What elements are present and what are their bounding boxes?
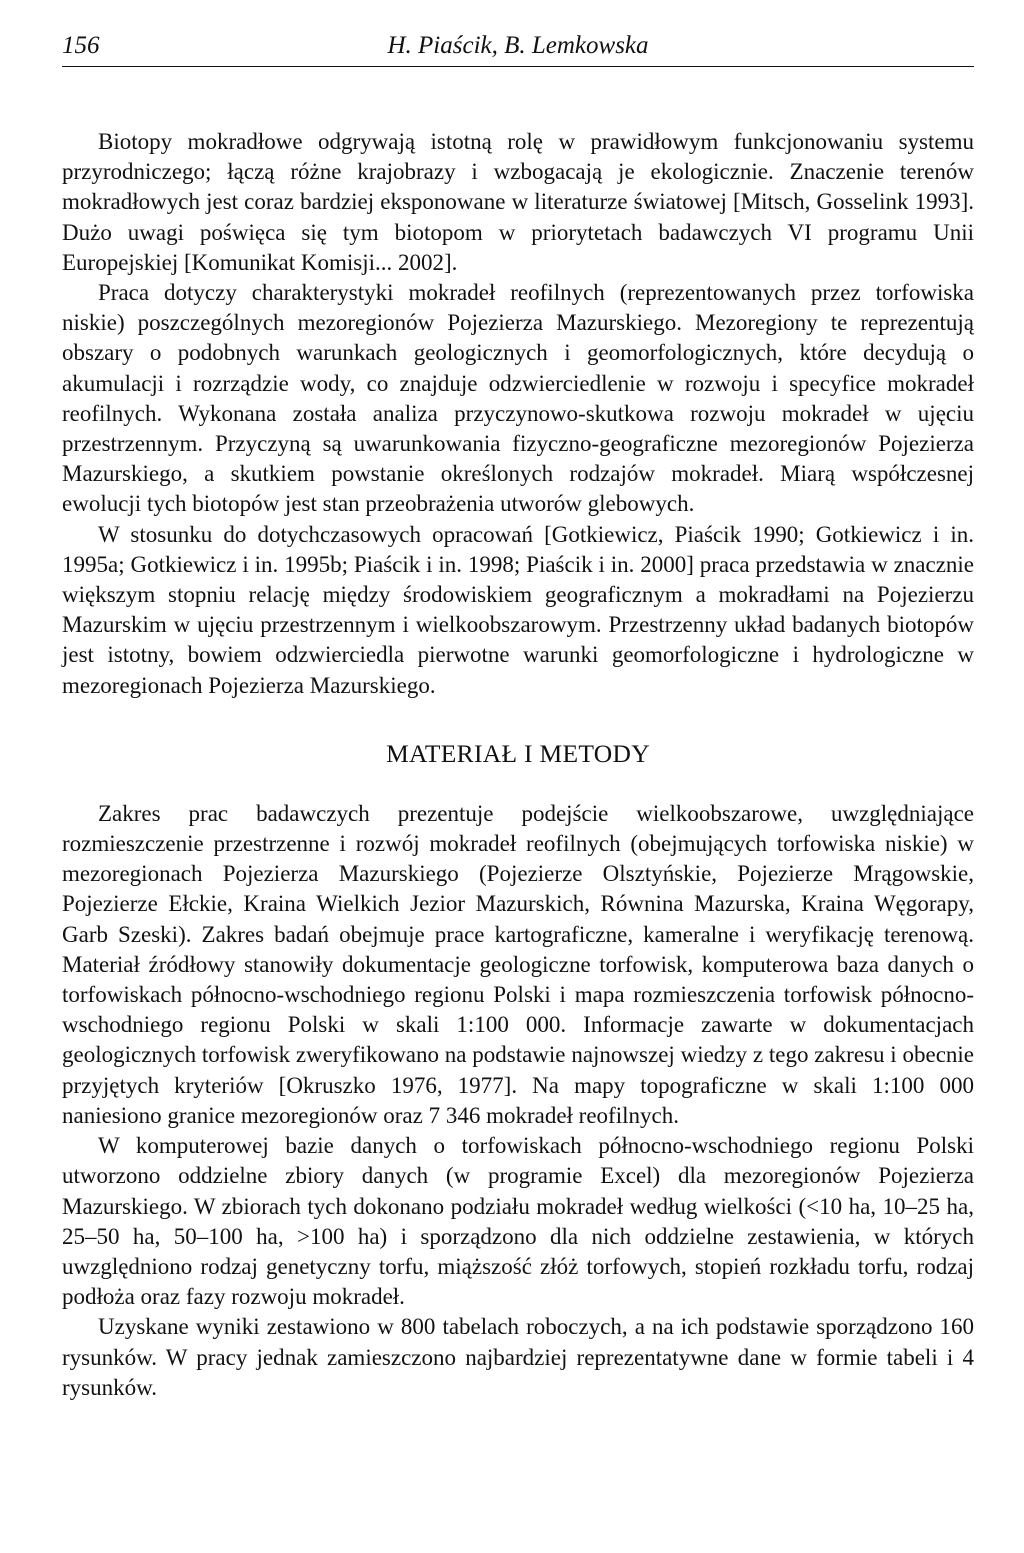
methods-paragraph-3: Uzyskane wyniki zestawiono w 800 tabelach roboczych, a na ich podstawie sporządzono 160 rysunków. W pracy jednak zamieszczono najbardziej reprezentatywne dane w formie tabeli i 4 rysunków. — [62, 1314, 974, 1400]
page — [62, 22, 974, 1403]
intro-paragraph-1: Biotopy mokradłowe odgrywają istotną rolę w prawidłowym funkcjonowaniu systemu przyrodniczego; łączą różne krajobrazy i wzbogacają je ekologicznie. Znaczenie terenów mokradłowych jest coraz bardziej eksponowane w literaturze światowej [Mitsch, Gosselink 1993]. Dużo uwagi poświęca się tym biotopom w priorytetach badawczych VI programu Unii Europejskiej [Komunikat Komisji... 2002]. — [62, 129, 974, 275]
running-header — [62, 22, 974, 67]
section-heading: MATERIAŁ I METODY — [386, 738, 650, 768]
body-text — [62, 127, 974, 1403]
page-number: 156 — [62, 32, 100, 59]
methods-paragraph-1: Zakres prac badawczych prezentuje podejście wielkoobszarowe, uwzględniające rozmieszczenie przestrzenne i rozwój mokradeł reofilnych (obejmujących torfowiska niskie) w mezoregionach Pojezierza Mazurskiego (Pojezierze Olsztyńskie, Pojezierze Mrągowskie, Pojezierze Ełckie, Kraina Wielkich Jezior Mazurskich, Równina Mazurska, Kraina Węgorapy, Garb Szeski). Zakres badań obejmuje prace kartograficzne, kameralne i weryfikację terenową. Materiał źródłowy stanowiły dokumentacje geologiczne torfowisk, komputerowa baza danych o torfowiskach północno-wschodniego regionu Polski i mapa rozmieszczenia torfowisk północno-wschodniego regionu Polski w skali 1:100 000. Informacje zawarte w dokumentacjach geologicznych torfowisk zweryfikowano na podstawie najnowszej wiedzy z tego zakresu i obecnie przyjętych kryteriów [Okruszko 1976, 1977]. Na mapy topograficzne w skali 1:100 000 naniesiono granice mezoregionów oraz 7 346 mokradeł reofilnych. — [62, 800, 974, 1128]
intro-paragraph-2: Praca dotyczy charakterystyki mokradeł reofilnych (reprezentowanych przez torfowiska niskie) poszczególnych mezoregionów Pojezierza Mazurskiego. Mezoregiony te reprezentują obszary o podobnych warunkach geologicznych i geomorfologicznych, które decydują o akumulacji i rozrządzie wody, co znajduje odzwierciedlenie w rozwoju i specyfice mokradeł reofilnych. Wykonana została analiza przyczynowo-skutkowa rozwoju mokradeł w ujęciu przestrzennym. Przyczyną są uwarunkowania fizyczno-geograficzne mezoregionów Pojezierza Mazurskiego, a skutkiem powstanie określonych rodzajów mokradeł. Miarą współczesnej ewolucji tych biotopów jest stan przeobrażenia utworów glebowych. — [62, 280, 974, 517]
intro-paragraph-3: W stosunku do dotychczasowych opracowań [Gotkiewicz, Piaścik 1990; Gotkiewicz i in. 1995a; Gotkiewicz i in. 1995b; Piaścik i in. 1998; Piaścik i in. 2000] praca przedstawia w znacznie większym stopniu relację między środowiskiem geograficznym a mokradłami na Pojezierzu Mazurskim w ujęciu przestrzennym i wielkoobszarowym. Przestrzenny układ badanych biotopów jest istotny, bowiem odzwierciedla pierwotne warunki geomorfologiczne i hydrologiczne w mezoregionach Pojezierza Mazurskiego. — [62, 521, 974, 698]
methods-paragraph-2: W komputerowej bazie danych o torfowiskach północno-wschodniego regionu Polski utworzono oddzielne zbiory danych (w programie Excel) dla mezoregionów Pojezierza Mazurskiego. W zbiorach tych dokonano podziału mokradeł według wielkości (<10 ha, 10–25 ha, 25–50 ha, 50–100 ha, >100 ha) i sporządzono dla nich oddzielne zestawienia, w których uwzględniono rodzaj genetyczny torfu, miąższość złóż torfowych, stopień rozkładu torfu, rodzaj podłoża oraz fazy rozwoju mokradeł. — [62, 1133, 974, 1310]
header-authors: H. Piaścik, B. Lemkowska — [387, 32, 649, 59]
